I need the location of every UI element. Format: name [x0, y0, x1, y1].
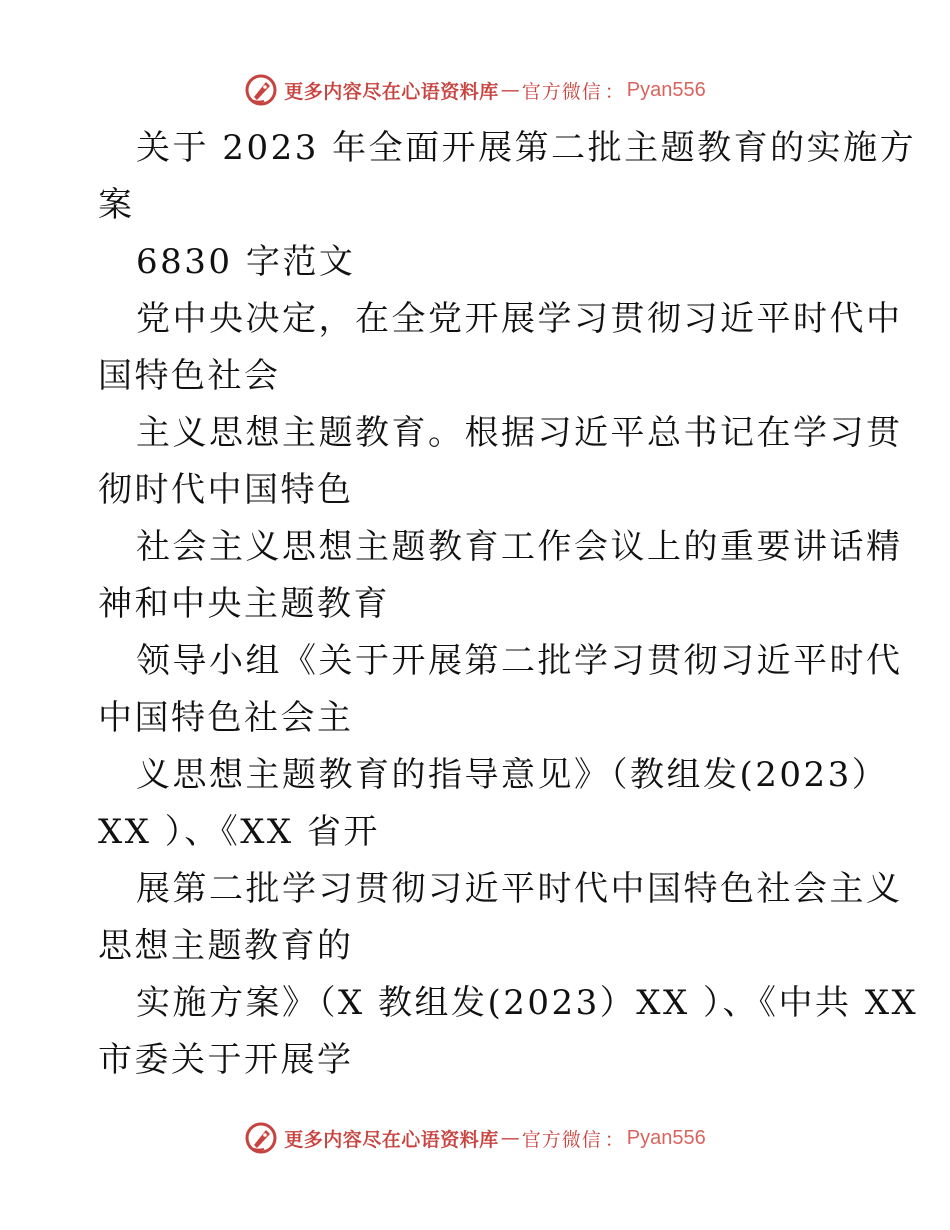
- paragraph: [98, 975, 919, 1089]
- paragraph: [98, 747, 889, 861]
- word-count-text: 6830 字范文: [136, 242, 356, 282]
- watermark-separator: ：: [604, 80, 624, 103]
- title-line-1: 关于 2023 年全面开展第二批主题教育的实施方: [136, 128, 917, 168]
- watermark-wechat-label: 官方微信: [521, 80, 602, 103]
- paragraph: [98, 633, 903, 747]
- paragraph-line-2: 彻时代中国特色: [98, 470, 354, 510]
- paragraph-line-2: 思想主题教育的: [98, 926, 354, 966]
- paragraph: [98, 405, 903, 519]
- watermark-site-text: 更多内容尽在心语资料库: [284, 80, 499, 103]
- pen-nib-logo-icon: [244, 73, 278, 107]
- paragraph: [98, 861, 903, 975]
- watermark-dash: —: [500, 79, 520, 101]
- watermark-banner-bottom: [0, 1118, 950, 1158]
- paragraph-line-2: 国特色社会: [98, 356, 281, 396]
- paragraph-line-2: 神和中央主题教育: [98, 584, 390, 624]
- watermark-wechat-label: 官方微信: [521, 1128, 602, 1151]
- watermark-wechat-handle: Pyan556: [626, 1126, 706, 1149]
- paragraph: [98, 291, 903, 405]
- paragraph-line-1: 社会主义思想主题教育工作会议上的重要讲话精: [136, 527, 903, 567]
- paragraph: [98, 519, 903, 633]
- paragraph-line-1: 领导小组《关于开展第二批学习贯彻习近平时代: [136, 641, 903, 681]
- paragraph-line-1: 主义思想主题教育。根据习近平总书记在学习贯: [136, 413, 903, 453]
- word-count: [98, 234, 858, 291]
- paragraph-line-1: 实施方案》（X 教组发(2023）XX ）、《中共 XX: [136, 983, 919, 1023]
- title-line-2: 案: [98, 185, 135, 225]
- paragraph-line-1: 展第二批学习贯彻习近平时代中国特色社会主义: [136, 869, 903, 909]
- watermark-dash: —: [500, 1127, 520, 1149]
- watermark-separator: ：: [604, 1128, 624, 1151]
- paragraph-line-2: 市委关于开展学: [98, 1040, 354, 1080]
- document-title: [98, 120, 917, 234]
- paragraph-line-1: 党中央决定，在全党开展学习贯彻习近平时代中: [136, 299, 903, 339]
- paragraph-line-2: XX ）、《XX 省开: [98, 812, 380, 852]
- watermark-banner-top: [0, 70, 950, 110]
- paragraph-line-2: 中国特色社会主: [98, 698, 354, 738]
- watermark-site-text: 更多内容尽在心语资料库: [284, 1128, 499, 1151]
- paragraph-line-1: 义思想主题教育的指导意见》（教组发(2023）: [136, 755, 889, 795]
- document-body: [98, 120, 919, 1089]
- watermark-wechat-handle: Pyan556: [626, 78, 706, 101]
- pen-nib-logo-icon: [244, 1121, 278, 1155]
